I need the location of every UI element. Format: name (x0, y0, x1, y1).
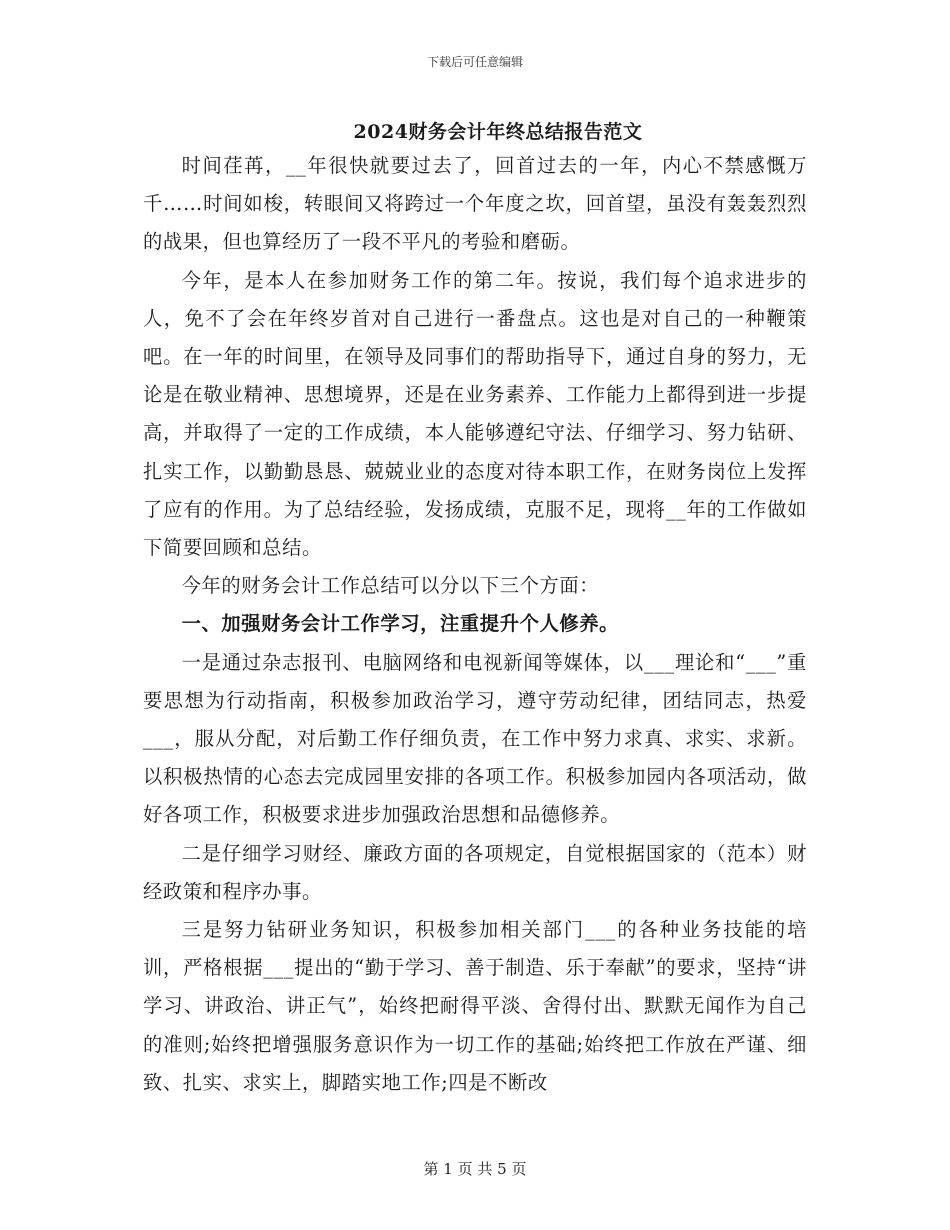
page-number-footer: 第 1 页 共 5 页 (423, 1160, 527, 1178)
paragraph: 今年的财务会计工作总结可以分以下三个方面： (181, 574, 600, 598)
section-heading: 一、加强财务会计工作学习，注重提升个人修养。 (181, 612, 619, 636)
paragraph: 二是仔细学习财经、廉政方面的各项规定，自觉根据国家的（范本）财经政策和程序办事。 (143, 841, 807, 903)
document-body (143, 147, 807, 1102)
paragraph: 今年，是本人在参加财务工作的第二年。按说，我们每个追求进步的人，免不了会在年终岁首对自己进行一番盘点。这也是对自己的一种鞭策吧。在一年的时间里，在领导及同事们的帮助指导下，通过自身的努力，无论是在敬业精神、思想境界，还是在业务素养、工作能力上都得到进一步提高，并取得了一定的工作成绩，本人能够遵纪守法、仔细学习、努力钻研、扎实工作，以勤勤恳恳、兢兢业业的态度对待本职工作，在财务岗位上发挥了应有的作用。为了总结经验，发扬成绩，克服不足，现将__年的工作做如下简要回顾和总结。 (143, 268, 807, 560)
paragraph: 三是努力钻研业务知识，积极参加相关部门___的各种业务技能的培训，严格根据___提出的“勤于学习、善于制造、乐于奉献”的要求，坚持“讲学习、讲政治、讲正气”，始终把耐得平淡、舍得付出、默默无闻作为自己的准则;始终把增强服务意识作为一切工作的基础;始终把工作放在严谨、细致、扎实、求实上，脚踏实地工作;四是不断改 (143, 918, 807, 1094)
paragraph: 一是通过杂志报刊、电脑网络和电视新闻等媒体，以___理论和“___”重要思想为行动指南，积极参加政治学习，遵守劳动纪律，团结同志，热爱___，服从分配，对后勤工作仔细负责，在工作中努力求真、求实、求新。以积极热情的心态去完成园里安排的各项工作。积极参加园内各项活动，做好各项工作，积极要求进步加强政治思想和品德修养。 (143, 650, 807, 827)
page-header-note: 下载后可任意编辑 (426, 55, 523, 69)
document-title: 2024财务会计年终总结报告范文 (353, 121, 643, 143)
paragraph: 时间荏苒，__年很快就要过去了，回首过去的一年，内心不禁感慨万千……时间如梭，转眼间又将跨过一个年度之坎，回首望，虽没有轰轰烈烈的战果，但也算经历了一段不平凡的考验和磨砺。 (143, 154, 807, 254)
